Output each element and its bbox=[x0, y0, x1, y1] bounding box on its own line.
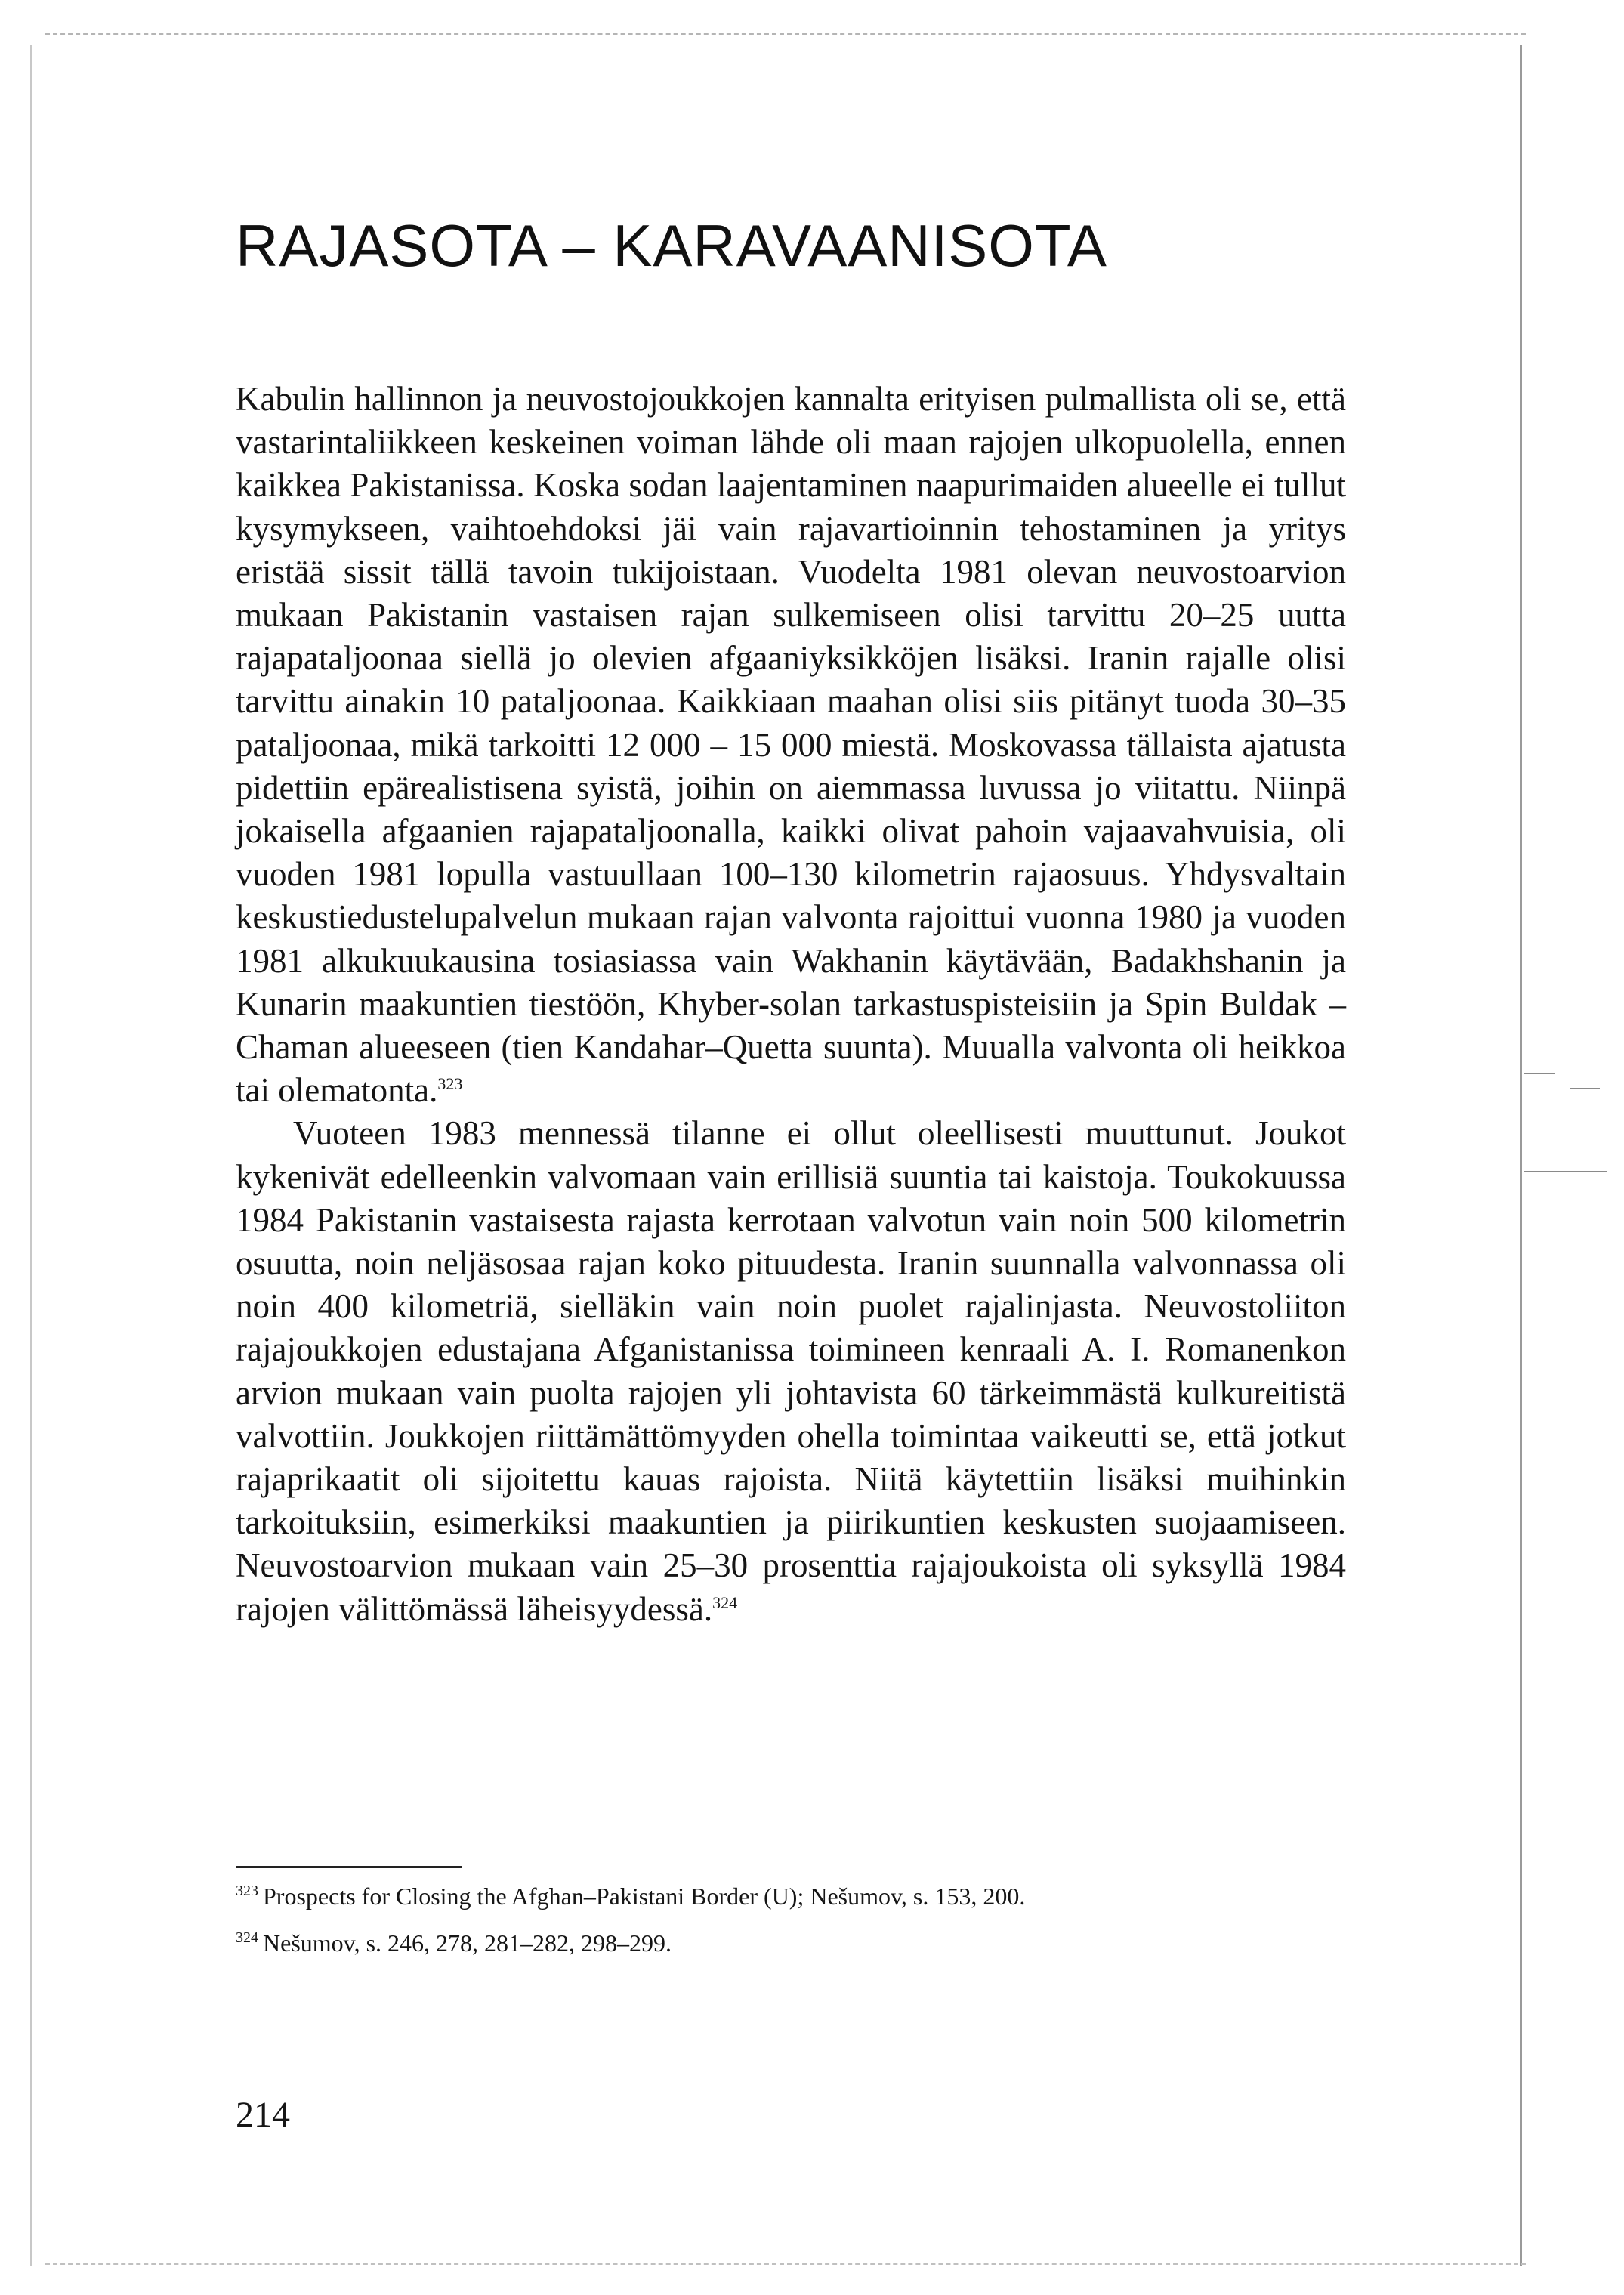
paragraph bbox=[236, 378, 1346, 1112]
scan-border-bottom bbox=[45, 2263, 1526, 2265]
body-text bbox=[236, 378, 1346, 1631]
footnote-text: Nešumov, s. 246, 278, 281–282, 298–299. bbox=[263, 1929, 672, 1957]
paragraph-text: Kabulin hallinnon ja neuvostojoukkojen kannalta erityisen pulmallista oli se, että vastarintaliikkeen keskeinen voiman lähde oli maan rajojen ulkopuolella, ennen kaikkea Pakistanissa. Koska sodan laajentaminen naapurimaiden alueelle ei tullut kysymykseen, vaihtoehdoksi jäi vain rajavartioinnin tehostaminen ja yritys eristää sissit tällä tavoin tukijoistaan. Vuodelta 1981 olevan neuvostoarvion mukaan Pakistanin vastaisen rajan sulkemiseen olisi tarvittu 20–25 uutta rajapataljoonaa siellä jo olevien afgaaniyksikköjen lisäksi. Iranin rajalle olisi tarvittu ainakin 10 pataljoonaa. Kaikkiaan maahan olisi siis pitänyt tuoda 30–35 pataljoonaa, mikä tarkoitti 12 000 – 15 000 miestä. Moskovassa tällaista ajatusta pidettiin epärealistisena syistä, joihin on aiemmassa luvussa jo viitattu. Niinpä jokaisella afgaanien rajapataljoonalla, kaikki olivat pahoin vajaavahvuisia, oli vuoden 1981 lopulla vastuullaan 100–130 kilometrin rajaosuus. Yhdysvaltain keskustiedustelupalvelun mukaan rajan valvonta rajoittui vuonna 1980 ja vuoden 1981 alkukuukausina tosiasiassa vain Wakhanin käytävään, Badakhshanin ja Kunarin maakuntien tiestöön, Khyber-solan tarkastuspisteisiin ja Spin Buldak – Chaman alueeseen (tien Kandahar–Quetta suunta). Muualla valvonta oli heikkoa tai olematonta. bbox=[236, 380, 1346, 1110]
footnote-text: Prospects for Closing the Afghan–Pakistani Border (U); Nešumov, s. 153, 200. bbox=[263, 1883, 1026, 1910]
footnote-separator bbox=[236, 1866, 462, 1868]
paragraph-text: Vuoteen 1983 mennessä tilanne ei ollut oleellisesti muuttunut. Joukot kykenivät edelleenkin valvomaan vain erillisiä suuntia tai kaistoja. Toukokuussa 1984 Pakistanin vastaisesta rajasta kerrotaan valvotun vain noin 500 kilometrin osuutta, noin neljäsosaa rajan koko pituudesta. Iranin suunnalla valvonnassa oli noin 400 kilometriä, sielläkin vain noin puolet rajalinjasta. Neuvostoliiton rajajoukkojen edustajana Afganistanissa toimineen kenraali A. I. Romanenkon arvion mukaan vain puolta rajojen yli johtavista 60 tärkeimmästä kulkureitistä valvottiin. Joukkojen riittämättömyyden ohella toimintaa vaikeutti se, että jotkut rajaprikaatit oli sijoitettu kauas rajoista. Niitä käytettiin lisäksi muihinkin tarkoituksiin, esimerkiksi maakuntien ja piirikuntien keskusten suojaamiseen. Neuvostoarvion mukaan vain 25–30 prosenttia rajajoukoista oli syksyllä 1984 rajojen välittömässä läheisyydessä. bbox=[236, 1114, 1346, 1628]
scan-border-right bbox=[1520, 45, 1522, 2266]
footnotes bbox=[236, 1881, 1346, 1975]
scan-border-top bbox=[45, 33, 1526, 35]
paragraph bbox=[236, 1112, 1346, 1630]
scan-border-left bbox=[30, 45, 32, 2266]
footnote-number: 324 bbox=[236, 1929, 258, 1947]
footnote-reference: 324 bbox=[712, 1592, 738, 1612]
footnote-reference: 323 bbox=[437, 1074, 463, 1094]
footnote bbox=[236, 1928, 1346, 1958]
footnote-number: 323 bbox=[236, 1883, 258, 1900]
scan-edge-marks bbox=[1524, 1058, 1607, 1194]
page-number: 214 bbox=[236, 2095, 290, 2135]
chapter-title: RAJASOTA – KARAVAANISOTA bbox=[236, 212, 1107, 279]
footnote bbox=[236, 1881, 1346, 1911]
